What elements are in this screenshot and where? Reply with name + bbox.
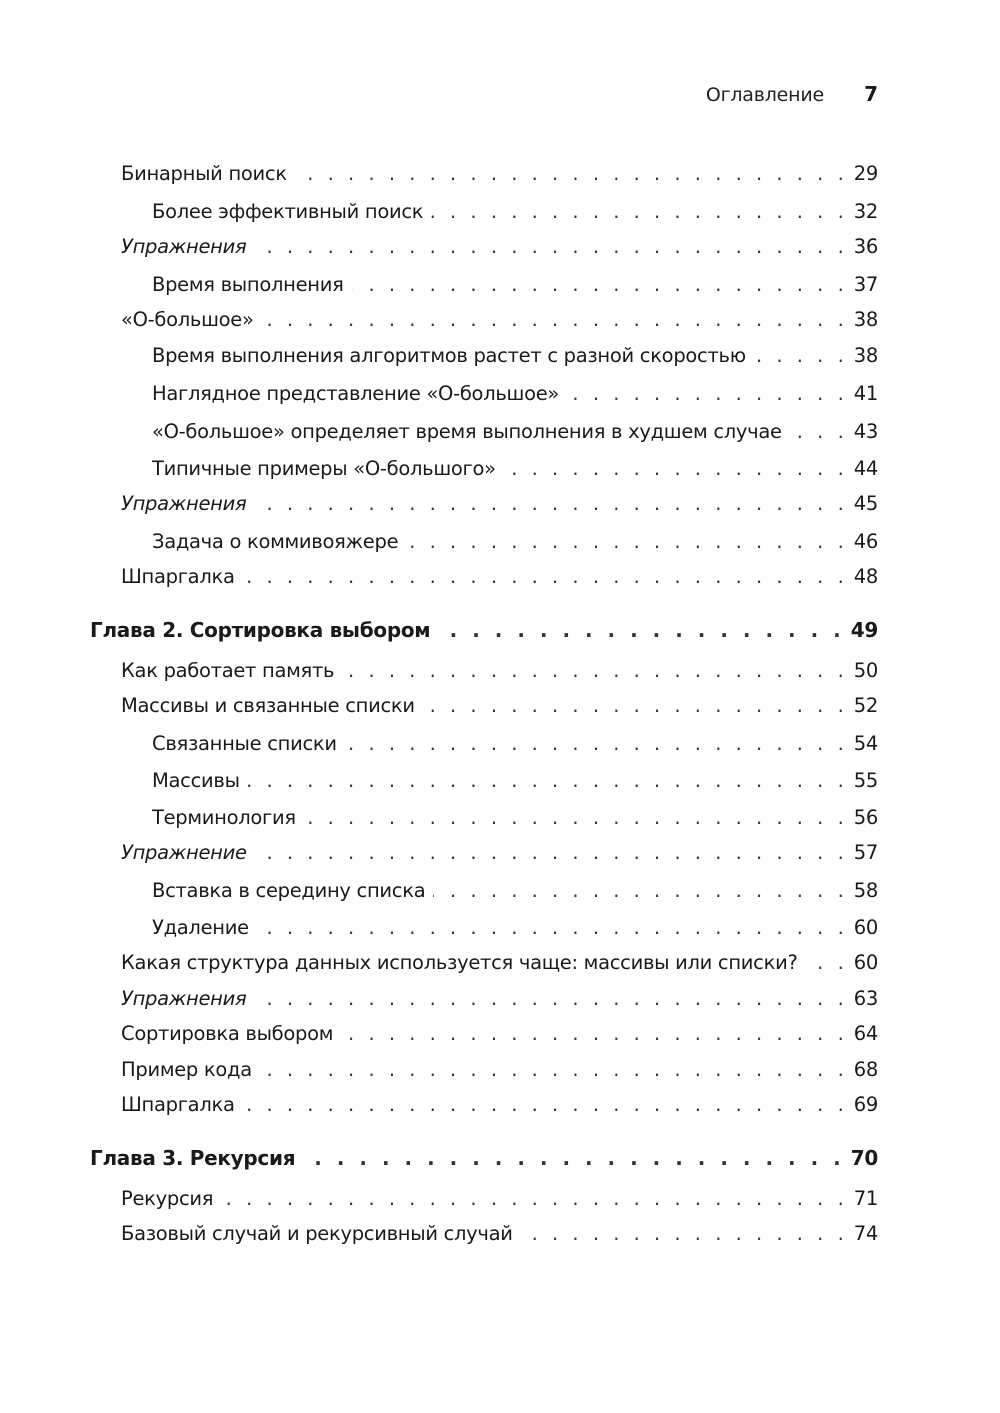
- toc-leader-dots: [254, 489, 847, 519]
- toc-entry-page: 64: [853, 1022, 878, 1045]
- toc-entry-page: 44: [853, 457, 878, 480]
- toc-entry-title: Связанные списки: [152, 732, 337, 755]
- running-header-section: Оглавление: [705, 84, 825, 106]
- toc-entry: [152, 417, 878, 447]
- toc-leader-dots: [254, 232, 847, 262]
- toc-entry-title: Удаление: [152, 916, 249, 939]
- toc-leader-dots: [262, 305, 848, 335]
- toc-entry-title: Типичные примеры «О-большого»: [152, 457, 496, 480]
- toc-entry: [121, 1090, 878, 1120]
- toc-leader-dots: [248, 766, 848, 796]
- toc-leader-dots: [254, 984, 847, 1014]
- toc-leader-dots: [754, 341, 848, 371]
- toc-entry-title: Шпаргалка: [121, 1093, 235, 1116]
- toc-entry: [152, 527, 878, 557]
- toc-entry: [121, 1055, 878, 1085]
- toc-entry: [121, 1219, 878, 1249]
- toc-entry-page: 45: [853, 492, 878, 515]
- toc-entry-page: 32: [853, 200, 878, 223]
- toc-entry: [152, 766, 878, 796]
- toc-entry: [121, 562, 878, 592]
- toc-entry: [121, 691, 878, 721]
- toc-chapter-page: 49: [850, 618, 878, 642]
- toc-entry-page: 60: [853, 951, 878, 974]
- toc-entry-title: «О-большое»: [121, 308, 254, 331]
- toc-chapter-title: Глава 3. Рекурсия: [90, 1146, 296, 1170]
- toc-entry-page: 37: [853, 273, 878, 296]
- toc-entry-page: 52: [853, 694, 878, 717]
- toc-leader-dots: [406, 527, 848, 557]
- toc-entry: [152, 454, 878, 484]
- toc-entry-title: Более эффективный поиск: [152, 200, 424, 223]
- toc-entry-page: 54: [853, 732, 878, 755]
- toc-leader-dots: [255, 838, 848, 868]
- toc-entry-page: 38: [853, 344, 878, 367]
- toc-chapter-page: 70: [850, 1146, 878, 1170]
- toc-entry-page: 43: [853, 420, 878, 443]
- toc-entry-page: 60: [853, 916, 878, 939]
- toc-leader-dots: [423, 691, 848, 721]
- toc-entry-page: 74: [853, 1222, 878, 1245]
- toc-entry-title: Бинарный поиск: [121, 162, 287, 185]
- toc-leader-dots: [341, 1019, 848, 1049]
- toc-leader-dots: [260, 1055, 848, 1085]
- toc-leader-dots: [567, 379, 848, 409]
- toc-entry: [121, 305, 878, 335]
- toc-leader-dots: [304, 803, 848, 833]
- toc-entry-title: Как работает память: [121, 659, 335, 682]
- toc-chapter-title: Глава 2. Сортировка выбором: [90, 618, 431, 642]
- toc-leader-dots: [243, 1090, 848, 1120]
- toc-entry-title: Задача о коммивояжере: [152, 530, 399, 553]
- toc-entry-page: 41: [853, 382, 878, 405]
- toc-entry: [152, 379, 878, 409]
- toc-entry: [121, 1019, 878, 1049]
- toc-entry: [121, 159, 878, 189]
- toc-entry-title: Вставка в середину списка: [152, 879, 426, 902]
- toc-entry-title: Какая структура данных используется чаще: массивы или списки?: [121, 951, 798, 974]
- toc-entry: [121, 232, 878, 262]
- toc-leader-dots: [342, 656, 848, 686]
- toc-leader-dots: [438, 615, 844, 645]
- toc-entry-page: 46: [853, 530, 878, 553]
- toc-entry: [152, 270, 878, 300]
- toc-entry-title: Шпаргалка: [121, 565, 235, 588]
- toc-entry: [121, 656, 878, 686]
- toc-entry: [121, 1184, 878, 1214]
- toc-entry-title: Упражнение: [121, 841, 247, 864]
- toc-leader-dots: [806, 948, 848, 978]
- toc-entry-title: Массивы: [152, 769, 240, 792]
- toc-entry-page: 55: [853, 769, 878, 792]
- toc-leader-dots: [521, 1219, 848, 1249]
- toc-entry: [152, 729, 878, 759]
- toc-entry-page: 69: [853, 1093, 878, 1116]
- toc-entry-page: 48: [853, 565, 878, 588]
- toc-entry-title: Терминология: [152, 806, 296, 829]
- toc-leader-dots: [295, 159, 848, 189]
- toc-entry-page: 58: [853, 879, 878, 902]
- toc-entry: [152, 913, 878, 943]
- toc-entry-page: 29: [853, 162, 878, 185]
- toc-entry-title: «О-большое» определяет время выполнения в худшем случае: [152, 420, 782, 443]
- toc-leader-dots: [431, 197, 848, 227]
- toc-entry-title: Пример кода: [121, 1058, 252, 1081]
- toc-entry-title: Упражнения: [121, 492, 247, 515]
- toc-entry: [152, 197, 878, 227]
- toc-leader-dots: [221, 1184, 848, 1214]
- toc-leader-dots: [352, 270, 848, 300]
- running-header-page-number: 7: [864, 82, 878, 106]
- toc-entry: [121, 489, 878, 519]
- toc-entry-page: 38: [853, 308, 878, 331]
- toc-entry: [152, 341, 878, 371]
- toc-entry-page: 56: [853, 806, 878, 829]
- toc-entry-title: Сортировка выбором: [121, 1022, 334, 1045]
- toc-entry: [152, 803, 878, 833]
- toc-leader-dots: [433, 876, 847, 906]
- toc-entry-title: Упражнения: [121, 235, 247, 258]
- toc-entry-title: Наглядное представление «О-большое»: [152, 382, 560, 405]
- toc-entry-page: 63: [853, 987, 878, 1010]
- toc-entry-page: 57: [853, 841, 878, 864]
- toc-entry-page: 71: [853, 1187, 878, 1210]
- toc-entry: [121, 948, 878, 978]
- toc-leader-dots: [345, 729, 848, 759]
- toc-entry-page: 50: [853, 659, 878, 682]
- toc-entry: [121, 984, 878, 1014]
- toc-entry-title: Рекурсия: [121, 1187, 214, 1210]
- toc-entry-title: Время выполнения: [152, 273, 344, 296]
- toc-leader-dots: [257, 913, 848, 943]
- toc-leader-dots: [790, 417, 848, 447]
- toc-entry-title: Базовый случай и рекурсивный случай: [121, 1222, 513, 1245]
- toc-leader-dots: [504, 454, 848, 484]
- toc-entry-title: Массивы и связанные списки: [121, 694, 415, 717]
- toc-chapter-heading: [90, 615, 878, 645]
- toc-entry: [152, 876, 878, 906]
- toc-entry-title: Время выполнения алгоритмов растет с разной скоростью: [152, 344, 746, 367]
- toc-entry-page: 36: [853, 235, 878, 258]
- toc-leader-dots: [243, 562, 848, 592]
- toc-leader-dots: [303, 1143, 845, 1173]
- toc-chapter-heading: [90, 1143, 878, 1173]
- toc-entry-title: Упражнения: [121, 987, 247, 1010]
- toc-entry-page: 68: [853, 1058, 878, 1081]
- toc-entry: [121, 838, 878, 868]
